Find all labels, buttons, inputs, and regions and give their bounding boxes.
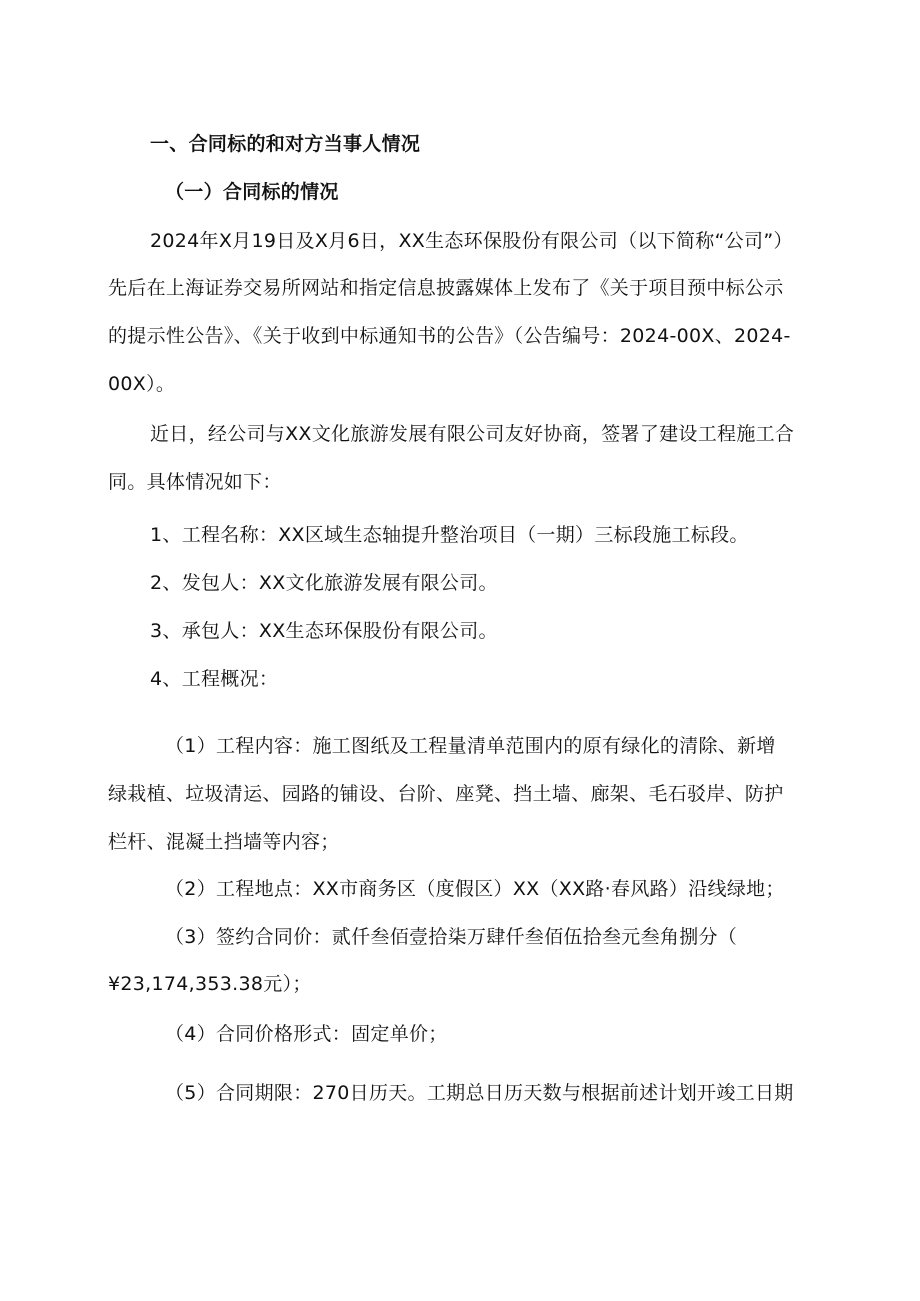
paragraph-line: 00X）。 xyxy=(108,373,176,395)
sub-item-duration: （5）合同期限：270日历天。工期总日历天数与根据前述计划开竣工日期 xyxy=(165,1082,794,1104)
list-item-contractor: 3、承包人：XX生态环保股份有限公司。 xyxy=(150,620,498,642)
paragraph-line: 近日，经公司与XX文化旅游发展有限公司友好协商，签署了建设工程施工合 xyxy=(150,423,795,445)
paragraph-line: （3）签约合同价：贰仟叁佰壹拾柒万肆仟叁佰伍拾叁元叁角捌分（ xyxy=(165,926,738,948)
sub-item-price-form: （4）合同价格形式：固定单价； xyxy=(165,1023,448,1045)
sub-item-location: （2）工程地点：XX市商务区（度假区）XX（XX路·春风路）沿线绿地； xyxy=(165,878,785,900)
subsection-heading: （一）合同标的情况 xyxy=(165,181,339,203)
paragraph-line: ¥23,174,353.38元）； xyxy=(108,973,312,995)
list-item-overview: 4、工程概况： xyxy=(150,668,279,690)
paragraph-line: （1）工程内容：施工图纸及工程量清单范围内的原有绿化的清除、新增 xyxy=(165,735,776,757)
paragraph-line: 先后在上海证券交易所网站和指定信息披露媒体上发布了《关于项目预中标公示 xyxy=(108,277,784,299)
paragraph-line: 栏杆、混凝土挡墙等内容； xyxy=(108,831,340,853)
section-heading: 一、合同标的和对方当事人情况 xyxy=(150,133,421,155)
list-item-employer: 2、发包人：XX文化旅游发展有限公司。 xyxy=(150,572,498,594)
list-item-project-name: 1、工程名称：XX区域生态轴提升整治项目（一期）三标段施工标段。 xyxy=(150,524,749,546)
paragraph-line: 同。具体情况如下： xyxy=(108,471,282,493)
paragraph-line: 的提示性公告》、《关于收到中标通知书的公告》（公告编号：2024-00X、2024- xyxy=(108,325,791,347)
paragraph-line: 绿栽植、垃圾清运、园路的铺设、台阶、座凳、挡土墙、廊架、毛石驳岸、防护 xyxy=(108,783,784,805)
paragraph-line: 2024年X月19日及X月6日，XX生态环保股份有限公司（以下简称“公司”） xyxy=(150,230,793,252)
